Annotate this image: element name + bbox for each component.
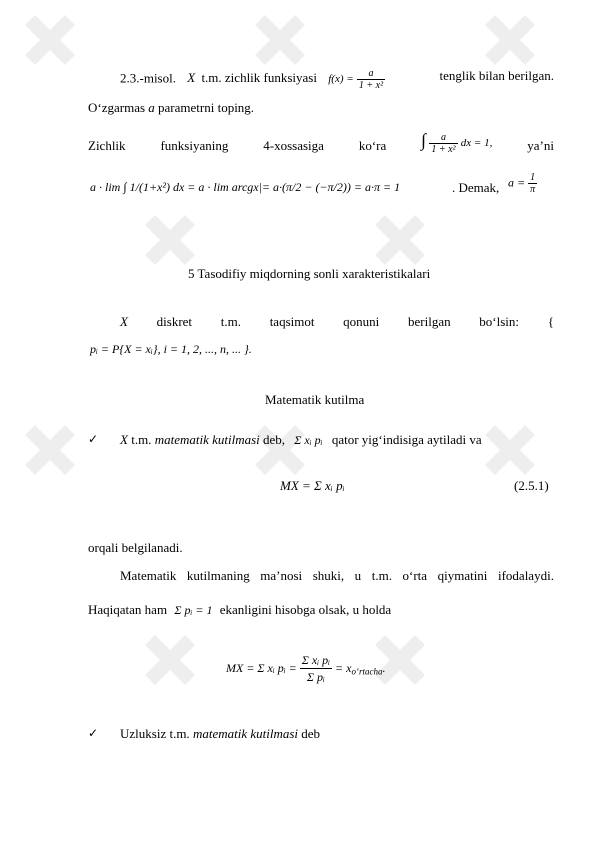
p1-var-x: X: [187, 70, 196, 86]
p1-param-a: a: [148, 100, 155, 115]
p1-formula-den: 1 + x²: [358, 80, 384, 91]
p2-w4: ko‘ra: [358, 138, 387, 153]
p5-word: t.m.: [371, 568, 392, 583]
p1-line2-b: parametrni toping.: [158, 100, 255, 115]
bullet1-term: matematik kutilmasi: [154, 432, 260, 447]
p3-w6: bo‘lsin:: [479, 314, 520, 329]
p1-formula-num: a: [357, 68, 385, 80]
eq2-sub: o‘rtacha: [351, 666, 383, 677]
p1-mid: t.m. zichlik funksiyasi: [201, 70, 317, 86]
checkmark-icon: ✓: [88, 432, 99, 446]
eq-251: MX = Σ xᵢ pᵢ: [280, 478, 345, 493]
p1-start: 2.3.-misol.: [120, 70, 176, 86]
bullet1-x: X: [120, 432, 128, 447]
p2-line1: [88, 130, 554, 163]
bullet2-term: matematik kutilmasi: [192, 726, 299, 741]
p5-word: o‘rta: [402, 568, 428, 583]
p2-result: [508, 172, 537, 195]
p5-line2-b: ekanligini hisobga olsak, u holda: [219, 602, 392, 617]
p2-calc-text: a · lim ∫ 1/(1+x²) dx = a · lim arcgx|= a·(π/2 − (−π/2)) = a·π = 1: [90, 180, 401, 194]
bullet2-line: [120, 726, 320, 742]
p2-w5: ya’ni: [527, 138, 554, 153]
p5-word: qiymatini: [437, 568, 488, 583]
p5-line1: [120, 568, 554, 584]
section-title: 5 Tasodifiy miqdorning sonli xarakteristikalari: [188, 266, 431, 281]
p2-integral: ∫ $\frac{a}{\text{1 + x²}}$ dx = 1,: [421, 130, 493, 155]
checkmark-icon: ✓: [88, 726, 99, 740]
p3-w3: taqsimot: [269, 314, 315, 329]
p5-line2-a: Haqiqatan ham: [88, 602, 168, 617]
bullet1-c: qator yig‘indisiga aytiladi va: [331, 432, 482, 447]
p3-line1: [120, 314, 554, 330]
p2-result-num: 1: [528, 172, 537, 184]
eq2: [226, 652, 385, 685]
p2-w2: funksiyaning: [160, 138, 229, 153]
p1-line1: [120, 68, 554, 91]
p2-result-den: π: [530, 184, 536, 195]
bullet1-b: deb,: [263, 432, 286, 447]
bullet2-a: Uzluksiz t.m.: [120, 726, 190, 741]
p4: orqali belgilanadi.: [88, 540, 183, 555]
p3-w5: berilgan: [408, 314, 451, 329]
p2-demak-text: . Demak,: [452, 180, 500, 195]
p5-line2-formula: Σ pᵢ = 1: [174, 603, 213, 617]
p5-line2: [88, 602, 391, 618]
p3-w4: qonuni: [343, 314, 380, 329]
p1-line2: [88, 100, 254, 116]
p2-integral-num: a: [429, 132, 457, 144]
p5-word: Matematik: [120, 568, 177, 583]
p5-word: ifodalaydi.: [497, 568, 554, 583]
p3-x: X: [120, 314, 128, 329]
p2-w1: Zichlik: [88, 138, 126, 153]
p2-result-frac: [528, 172, 537, 195]
bullet2-b: deb: [301, 726, 321, 741]
subtitle: Matematik kutilma: [265, 392, 365, 407]
p5-word: shuki,: [312, 568, 345, 583]
bullet1-a: t.m.: [131, 432, 152, 447]
eq2-right: = x: [335, 661, 352, 675]
p3-w1: diskret: [156, 314, 193, 329]
p5-word: ma’nosi: [260, 568, 303, 583]
eq2-den: Σ pᵢ: [306, 670, 325, 684]
eq2-end: .: [382, 661, 386, 675]
p2-integral-expr: dx = 1,: [460, 137, 493, 149]
bullet1-line: [120, 432, 482, 448]
p3-w2: t.m.: [220, 314, 241, 329]
eq2-num: Σ xᵢ pᵢ: [301, 653, 331, 667]
p2-demak: [452, 180, 499, 196]
p1-formula-fx: f(x) =: [328, 73, 354, 86]
p1-line2-a: O‘zgarmas: [88, 100, 146, 115]
p1-end: tenglik bilan berilgan.: [439, 68, 554, 83]
p2-calc: [90, 180, 400, 195]
p2-result-a: a =: [508, 175, 526, 190]
p2-w3: 4-xossasiga: [263, 138, 324, 153]
eq-251-number: (2.5.1): [514, 478, 549, 493]
p5-word: u: [354, 568, 362, 583]
eq2-frac: [300, 652, 332, 685]
p2-integral-frac: [429, 132, 457, 155]
bullet1-sum: Σ xᵢ pᵢ: [294, 433, 323, 447]
p5-word: kutilmaning: [186, 568, 250, 583]
eq2-left: MX = Σ xᵢ pᵢ =: [226, 661, 297, 675]
p1-formula-frac: [357, 68, 385, 91]
p2-integral-den: 1 + x²: [431, 143, 456, 155]
p3-formula: pᵢ = P{X = xᵢ}, i = 1, 2, ..., n, ... }.: [90, 342, 252, 356]
p3-w7: {: [547, 314, 554, 329]
